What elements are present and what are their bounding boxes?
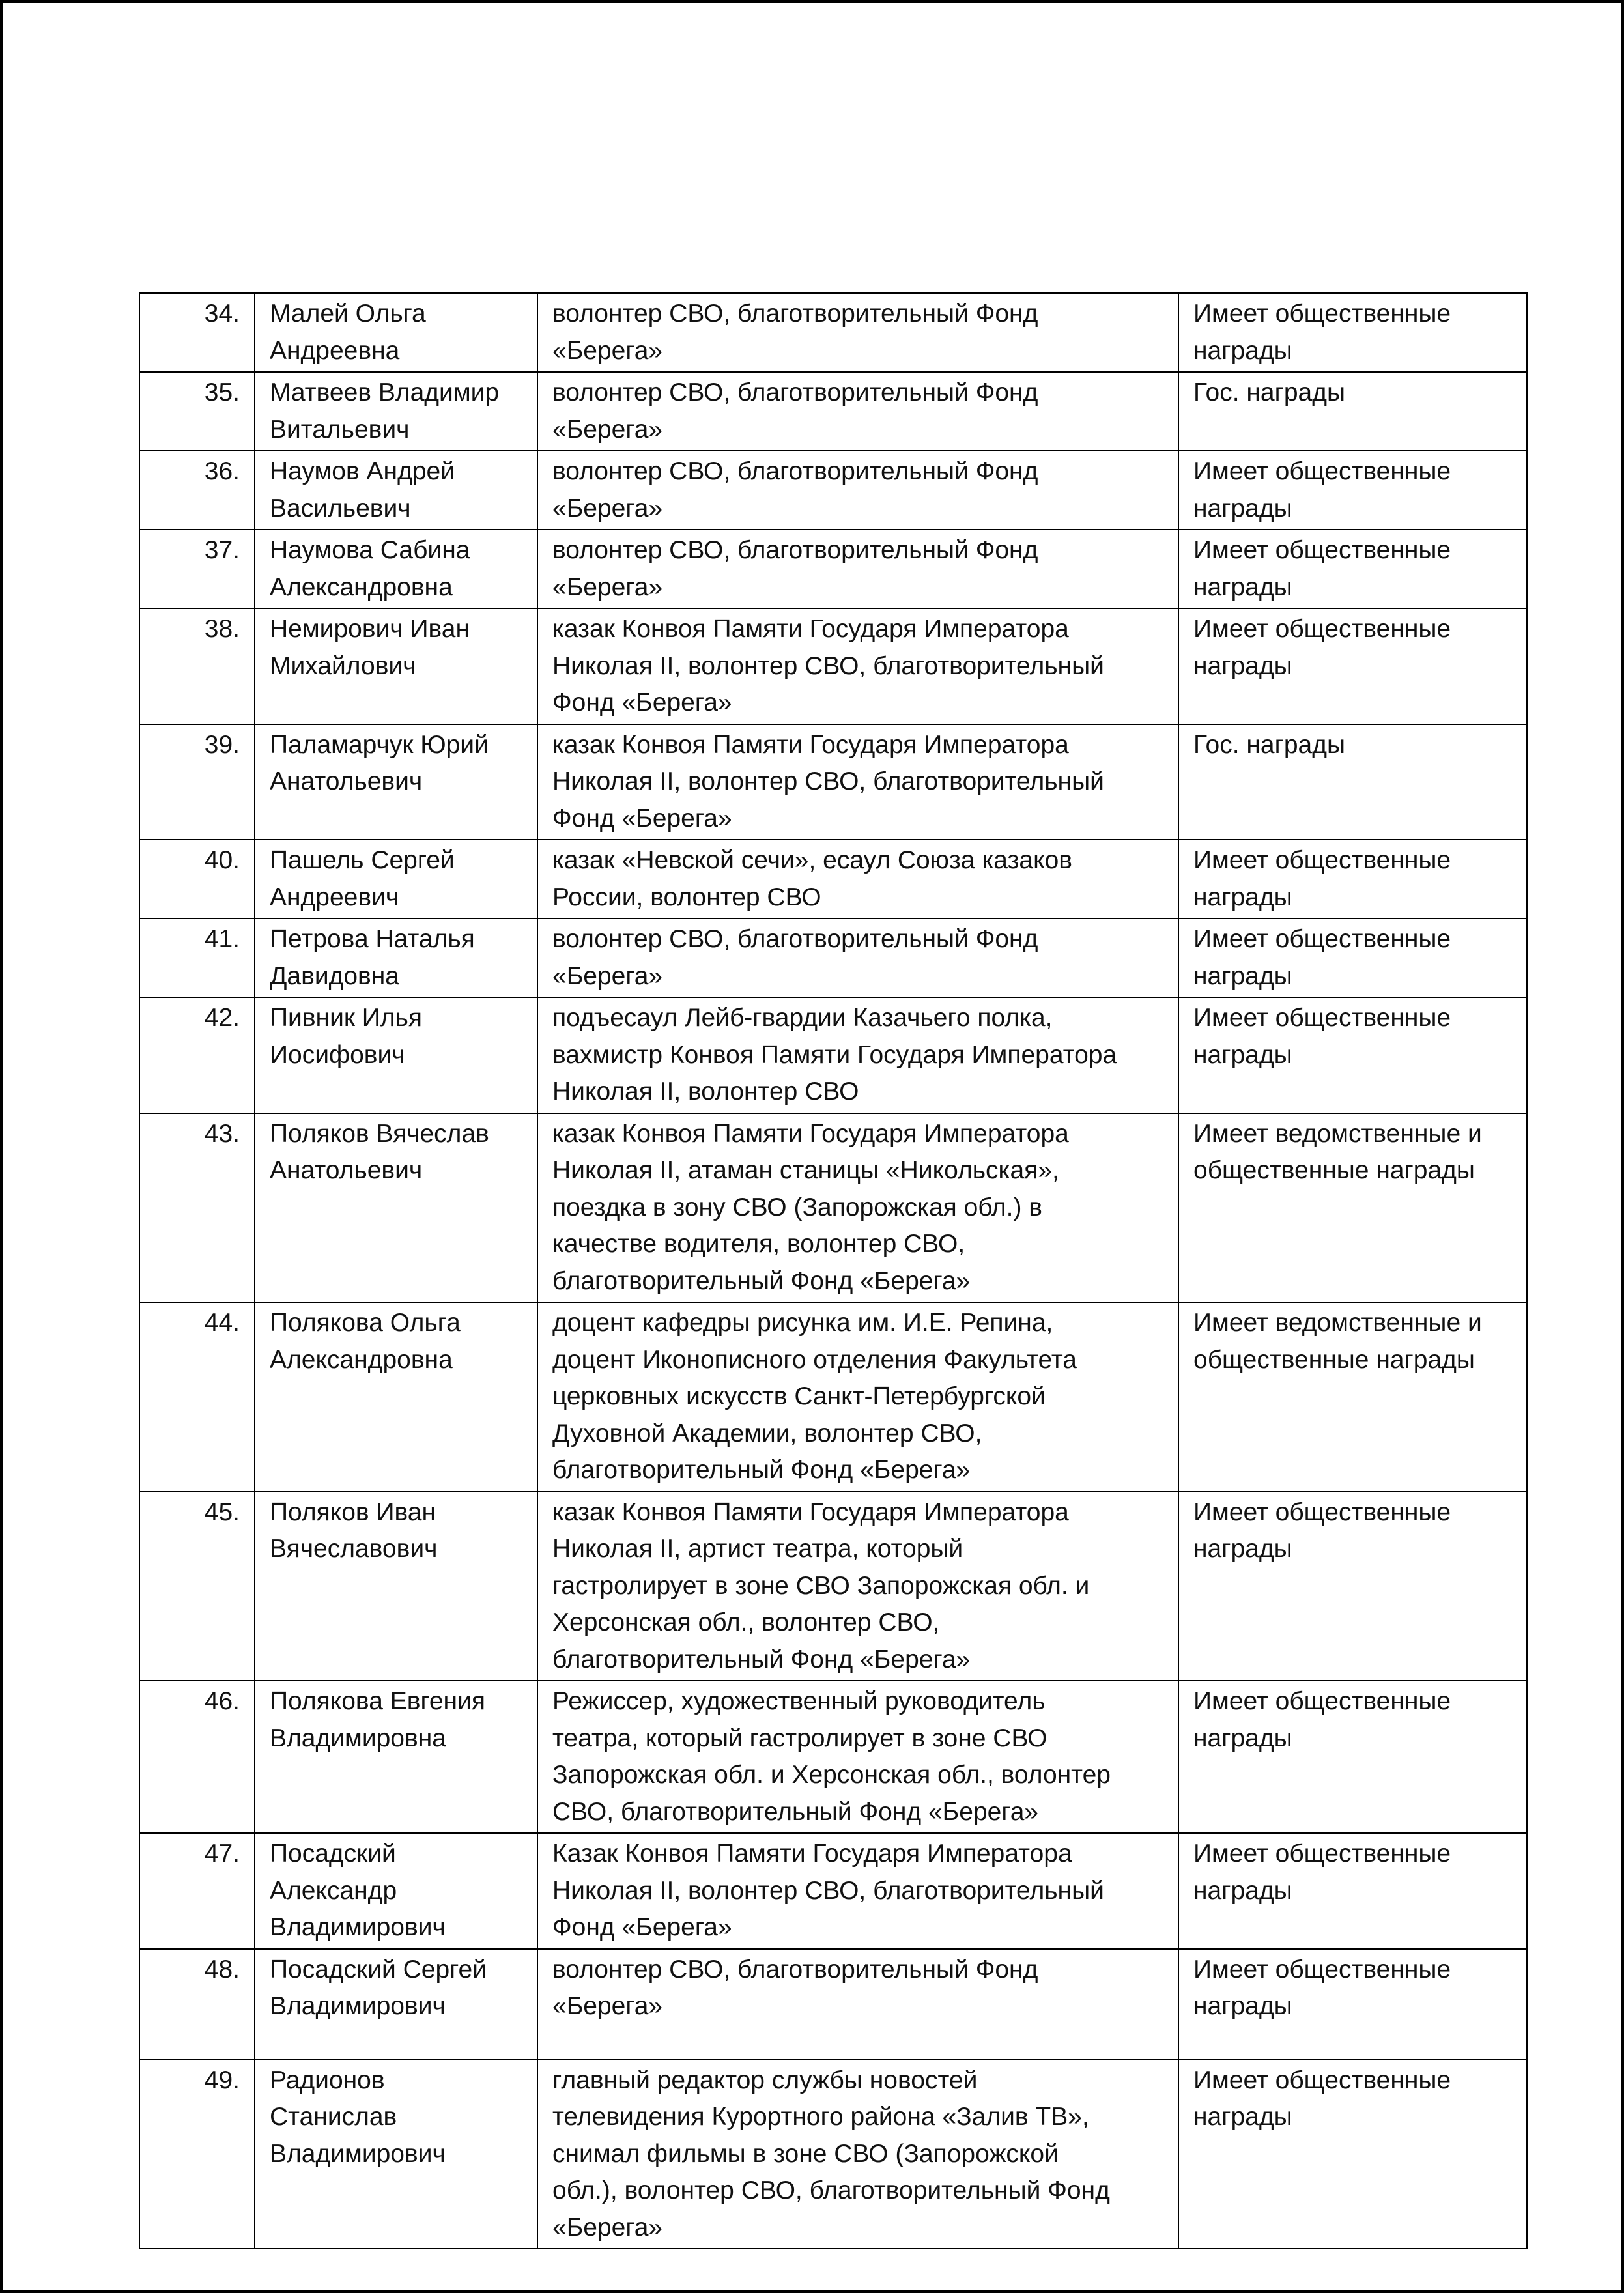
person-description bbox=[537, 372, 1178, 451]
person-name bbox=[255, 2060, 537, 2249]
person-awards-line: награды bbox=[1193, 1876, 1292, 1905]
person-name bbox=[255, 451, 537, 530]
row-number-text: 34. bbox=[204, 300, 240, 328]
person-description-line: доцент Иконописного отделения Факультета bbox=[552, 1345, 1077, 1374]
person-description-line: Николая II, волонтер СВО bbox=[552, 1077, 859, 1105]
person-name-line: Немирович Иван bbox=[270, 615, 470, 643]
person-description bbox=[537, 1302, 1178, 1492]
person-description-line: казак Конвоя Памяти Государя Императора bbox=[552, 730, 1069, 759]
person-name-line: Владимирович bbox=[270, 2139, 446, 2168]
row-number-text: 48. bbox=[204, 1955, 240, 1984]
person-name-line: Станислав bbox=[270, 2103, 397, 2131]
row-number bbox=[139, 1681, 255, 1833]
person-description-line: Николая II, волонтер СВО, благотворительный bbox=[552, 767, 1104, 795]
row-number bbox=[139, 919, 255, 997]
person-description-line: волонтер СВО, благотворительный Фонд bbox=[552, 300, 1038, 328]
person-awards-line: награды bbox=[1193, 336, 1292, 365]
person-name bbox=[255, 1833, 537, 1949]
person-awards-line: Имеет общественные bbox=[1193, 846, 1451, 874]
person-name-line: Давидовна bbox=[270, 961, 399, 990]
person-awards-line: Имеет общественные bbox=[1193, 536, 1451, 564]
person-awards-line: общественные награды bbox=[1193, 1156, 1475, 1184]
person-description-line: доцент кафедры рисунка им. И.Е. Репина, bbox=[552, 1309, 1053, 1337]
person-name-line: Полякова Евгения bbox=[270, 1687, 485, 1715]
person-name-line: Полякова Ольга bbox=[270, 1309, 461, 1337]
person-description bbox=[537, 451, 1178, 530]
person-awards bbox=[1178, 293, 1527, 372]
person-description-line: волонтер СВО, благотворительный Фонд bbox=[552, 536, 1038, 564]
table-row bbox=[139, 293, 1527, 372]
person-description-line: «Берега» bbox=[552, 336, 663, 365]
table-row bbox=[139, 1833, 1527, 1949]
table-row bbox=[139, 997, 1527, 1113]
person-name-line: Иосифович bbox=[270, 1040, 405, 1069]
person-description-line: волонтер СВО, благотворительный Фонд bbox=[552, 457, 1038, 485]
person-name-line: Наумова Сабина bbox=[270, 536, 470, 564]
person-description-line: Фонд «Берега» bbox=[552, 804, 732, 833]
person-description bbox=[537, 919, 1178, 997]
person-description-line: поездка в зону СВО (Запорожская обл.) в bbox=[552, 1193, 1043, 1221]
person-awards-line: Имеет общественные bbox=[1193, 925, 1451, 953]
person-awards-line: Имеет общественные bbox=[1193, 1004, 1451, 1032]
row-number-text: 44. bbox=[204, 1309, 240, 1337]
table-row bbox=[139, 1492, 1527, 1681]
person-description bbox=[537, 724, 1178, 840]
row-number bbox=[139, 2060, 255, 2249]
row-number bbox=[139, 1492, 255, 1681]
table-row bbox=[139, 451, 1527, 530]
person-awards-line: Имеет общественные bbox=[1193, 1687, 1451, 1715]
person-name-line: Витальевич bbox=[270, 415, 410, 444]
person-awards bbox=[1178, 451, 1527, 530]
person-name-line: Андреевна bbox=[270, 336, 400, 365]
row-number-text: 39. bbox=[204, 730, 240, 759]
person-description-line: телевидения Курортного района «Залив ТВ», bbox=[552, 2103, 1089, 2131]
person-name-line: Матвеев Владимир bbox=[270, 378, 500, 406]
roster-body bbox=[139, 293, 1527, 2249]
person-name bbox=[255, 1113, 537, 1303]
row-number bbox=[139, 1302, 255, 1492]
person-awards-line: Имеет общественные bbox=[1193, 300, 1451, 328]
person-description-line: благотворительный Фонд «Берега» bbox=[552, 1456, 971, 1484]
person-description-line: Духовной Академии, волонтер СВО, bbox=[552, 1419, 982, 1447]
person-description bbox=[537, 1949, 1178, 2060]
person-name-line: Анатольевич bbox=[270, 767, 423, 795]
person-awards-line: Имеет общественные bbox=[1193, 457, 1451, 485]
person-awards bbox=[1178, 1681, 1527, 1833]
person-name-line: Пашель Сергей bbox=[270, 846, 455, 874]
person-description-line: главный редактор службы новостей bbox=[552, 2066, 978, 2094]
person-name-line: Владимирович bbox=[270, 1992, 446, 2020]
row-number-text: 43. bbox=[204, 1119, 240, 1148]
person-name-line: Александровна bbox=[270, 573, 453, 601]
table-row bbox=[139, 724, 1527, 840]
person-awards bbox=[1178, 1949, 1527, 2060]
row-number-text: 40. bbox=[204, 846, 240, 874]
person-description-line: волонтер СВО, благотворительный Фонд bbox=[552, 1955, 1038, 1984]
person-description-line: театра, который гастролирует в зоне СВО bbox=[552, 1724, 1047, 1752]
person-name-line: Владимировна bbox=[270, 1724, 446, 1752]
person-name bbox=[255, 293, 537, 372]
table-row bbox=[139, 1113, 1527, 1303]
row-number bbox=[139, 530, 255, 608]
person-name-line: Михайлович bbox=[270, 651, 416, 680]
person-description-line: «Берега» bbox=[552, 415, 663, 444]
person-name-line: Вячеславович bbox=[270, 1535, 438, 1563]
person-awards-line: награды bbox=[1193, 1040, 1292, 1069]
person-name-line: Васильевич bbox=[270, 494, 411, 522]
person-awards-line: Имеет общественные bbox=[1193, 1955, 1451, 1984]
row-number bbox=[139, 840, 255, 919]
person-name-line: Радионов bbox=[270, 2066, 385, 2094]
table-row bbox=[139, 1302, 1527, 1492]
person-description bbox=[537, 608, 1178, 724]
person-description-line: «Берега» bbox=[552, 1992, 663, 2020]
row-number bbox=[139, 1113, 255, 1303]
person-description bbox=[537, 1113, 1178, 1303]
row-number bbox=[139, 724, 255, 840]
person-awards bbox=[1178, 1113, 1527, 1303]
person-description-line: волонтер СВО, благотворительный Фонд bbox=[552, 925, 1038, 953]
person-awards bbox=[1178, 997, 1527, 1113]
row-number-text: 46. bbox=[204, 1687, 240, 1715]
person-awards-line: Имеет общественные bbox=[1193, 1840, 1451, 1868]
row-number-text: 36. bbox=[204, 457, 240, 485]
row-number-text: 37. bbox=[204, 536, 240, 564]
person-name-line: Александровна bbox=[270, 1345, 453, 1374]
person-description-line: «Берега» bbox=[552, 2213, 663, 2242]
person-awards bbox=[1178, 840, 1527, 919]
table-row bbox=[139, 2060, 1527, 2249]
person-description-line: благотворительный Фонд «Берега» bbox=[552, 1266, 971, 1295]
person-awards bbox=[1178, 1833, 1527, 1949]
person-awards-line: Имеет общественные bbox=[1193, 615, 1451, 643]
person-description-line: Николая II, атаман станицы «Никольская», bbox=[552, 1156, 1059, 1184]
person-awards-line: Имеет общественные bbox=[1193, 1498, 1451, 1526]
row-number-text: 49. bbox=[204, 2066, 240, 2094]
person-name-line: Паламарчук Юрий bbox=[270, 730, 489, 759]
person-name-line: Посадский Сергей bbox=[270, 1955, 487, 1984]
person-name bbox=[255, 840, 537, 919]
person-awards-line: награды bbox=[1193, 2103, 1292, 2131]
person-description-line: «Берега» bbox=[552, 494, 663, 522]
person-description-line: Казак Конвоя Памяти Государя Императора bbox=[552, 1840, 1072, 1868]
person-description-line: Фонд «Берега» bbox=[552, 689, 732, 717]
row-number-text: 35. bbox=[204, 378, 240, 406]
person-awards-line: Имеет общественные bbox=[1193, 2066, 1451, 2094]
person-description-line: снимал фильмы в зоне СВО (Запорожской bbox=[552, 2139, 1059, 2168]
person-name bbox=[255, 608, 537, 724]
row-number bbox=[139, 372, 255, 451]
person-description-line: Запорожская обл. и Херсонская обл., волонтер bbox=[552, 1761, 1111, 1789]
table-row bbox=[139, 1949, 1527, 2060]
person-awards bbox=[1178, 1492, 1527, 1681]
person-description-line: церковных искусств Санкт-Петербургской bbox=[552, 1382, 1046, 1410]
person-name-line: Поляков Иван bbox=[270, 1498, 436, 1526]
person-name-line: Владимирович bbox=[270, 1913, 446, 1941]
roster-table bbox=[139, 292, 1528, 2249]
person-description-line: «Берега» bbox=[552, 573, 663, 601]
person-name bbox=[255, 997, 537, 1113]
person-awards-line: Имеет ведомственные и bbox=[1193, 1309, 1482, 1337]
person-awards-line: общественные награды bbox=[1193, 1345, 1475, 1374]
person-name bbox=[255, 1681, 537, 1833]
row-number bbox=[139, 1949, 255, 2060]
person-awards-line: Гос. награды bbox=[1193, 730, 1345, 759]
person-description-line: Николая II, волонтер СВО, благотворительный bbox=[552, 1876, 1104, 1905]
person-description-line: казак Конвоя Памяти Государя Императора bbox=[552, 1498, 1069, 1526]
person-name bbox=[255, 530, 537, 608]
person-name bbox=[255, 1302, 537, 1492]
person-description-line: волонтер СВО, благотворительный Фонд bbox=[552, 378, 1038, 406]
row-number-text: 45. bbox=[204, 1498, 240, 1526]
person-name bbox=[255, 1492, 537, 1681]
person-awards-line: Гос. награды bbox=[1193, 378, 1345, 406]
person-description-line: Фонд «Берега» bbox=[552, 1913, 732, 1941]
table-row bbox=[139, 919, 1527, 997]
person-awards bbox=[1178, 1302, 1527, 1492]
person-name-line: Наумов Андрей bbox=[270, 457, 455, 485]
person-awards-line: награды bbox=[1193, 961, 1292, 990]
row-number bbox=[139, 1833, 255, 1949]
person-awards-line: награды bbox=[1193, 573, 1292, 601]
person-description bbox=[537, 840, 1178, 919]
person-description bbox=[537, 1492, 1178, 1681]
person-name-line: Малей Ольга bbox=[270, 300, 426, 328]
row-number-text: 42. bbox=[204, 1004, 240, 1032]
person-awards-line: награды bbox=[1193, 651, 1292, 680]
person-name-line: Андреевич bbox=[270, 883, 399, 911]
table-row bbox=[139, 608, 1527, 724]
person-name-line: Поляков Вячеслав bbox=[270, 1119, 489, 1148]
person-description-line: СВО, благотворительный Фонд «Берега» bbox=[552, 1797, 1039, 1826]
person-description bbox=[537, 997, 1178, 1113]
person-name-line: Петрова Наталья bbox=[270, 925, 475, 953]
person-description-line: гастролирует в зоне СВО Запорожская обл. и bbox=[552, 1571, 1090, 1600]
person-description-line: подъесаул Лейб-гвардии Казачьего полка, bbox=[552, 1004, 1053, 1032]
row-number bbox=[139, 608, 255, 724]
table-row bbox=[139, 1681, 1527, 1833]
person-name-line: Посадский bbox=[270, 1840, 396, 1868]
person-description-line: России, волонтер СВО bbox=[552, 883, 821, 911]
row-number-text: 41. bbox=[204, 925, 240, 953]
person-awards bbox=[1178, 919, 1527, 997]
person-description-line: обл.), волонтер СВО, благотворительный Фонд bbox=[552, 2176, 1110, 2204]
table-row bbox=[139, 372, 1527, 451]
person-description bbox=[537, 293, 1178, 372]
person-name bbox=[255, 919, 537, 997]
person-description-line: вахмистр Конвоя Памяти Государя Императора bbox=[552, 1040, 1117, 1069]
person-description bbox=[537, 1681, 1178, 1833]
row-number bbox=[139, 293, 255, 372]
person-name-line: Александр bbox=[270, 1876, 397, 1905]
person-description-line: «Берега» bbox=[552, 961, 663, 990]
person-description-line: казак Конвоя Памяти Государя Императора bbox=[552, 1119, 1069, 1148]
person-description bbox=[537, 2060, 1178, 2249]
person-awards bbox=[1178, 2060, 1527, 2249]
person-description bbox=[537, 1833, 1178, 1949]
person-description-line: качестве водителя, волонтер СВО, bbox=[552, 1230, 965, 1258]
person-description-line: Херсонская обл., волонтер СВО, bbox=[552, 1608, 940, 1636]
person-name bbox=[255, 372, 537, 451]
person-name bbox=[255, 1949, 537, 2060]
person-name bbox=[255, 724, 537, 840]
person-description-line: Николая II, артист театра, который bbox=[552, 1535, 963, 1563]
row-number-text: 47. bbox=[204, 1840, 240, 1868]
table-row bbox=[139, 840, 1527, 919]
person-description-line: Режиссер, художественный руководитель bbox=[552, 1687, 1046, 1715]
row-number bbox=[139, 451, 255, 530]
row-number bbox=[139, 997, 255, 1113]
person-description bbox=[537, 530, 1178, 608]
person-awards bbox=[1178, 724, 1527, 840]
person-description-line: казак Конвоя Памяти Государя Императора bbox=[552, 615, 1069, 643]
person-description-line: Николая II, волонтер СВО, благотворительный bbox=[552, 651, 1104, 680]
person-awards-line: награды bbox=[1193, 1535, 1292, 1563]
person-name-line: Пивник Илья bbox=[270, 1004, 422, 1032]
person-awards bbox=[1178, 372, 1527, 451]
table-row bbox=[139, 530, 1527, 608]
person-awards-line: награды bbox=[1193, 494, 1292, 522]
person-awards-line: награды bbox=[1193, 1992, 1292, 2020]
person-awards-line: награды bbox=[1193, 883, 1292, 911]
person-awards-line: награды bbox=[1193, 1724, 1292, 1752]
person-description-line: благотворительный Фонд «Берега» bbox=[552, 1645, 971, 1673]
person-description-line: казак «Невской сечи», есаул Союза казаков bbox=[552, 846, 1072, 874]
row-number-text: 38. bbox=[204, 615, 240, 643]
person-awards bbox=[1178, 608, 1527, 724]
person-awards bbox=[1178, 530, 1527, 608]
person-name-line: Анатольевич bbox=[270, 1156, 423, 1184]
person-awards-line: Имеет ведомственные и bbox=[1193, 1119, 1482, 1148]
